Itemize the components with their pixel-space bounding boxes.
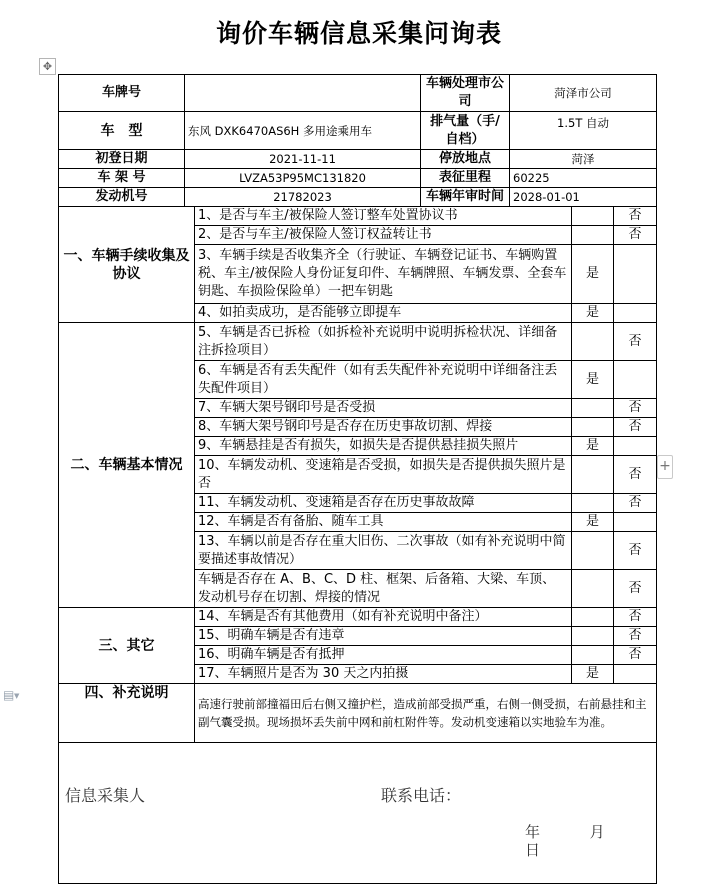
answer-yes [572, 207, 614, 226]
supplement-text: 高速行驶前部撞福田后右侧又撞护栏，造成前部受损严重，右侧一侧受损，右前悬挂和主副气囊受损。现场损坏丢失前中网和前杠附件等。发动机变速箱以实地验车为准。 [195, 684, 657, 743]
answer-no: 否 [614, 323, 657, 361]
answer-no: 否 [614, 207, 657, 226]
table-row [59, 323, 657, 361]
question-text: 2、是否与车主/被保险人签订权益转让书 [195, 226, 572, 245]
question-text: 11、车辆发动机、变速箱是否存在历史事故故障 [195, 494, 572, 513]
move-icon[interactable]: ✥ [39, 58, 56, 75]
answer-yes: 是 [572, 361, 614, 399]
answer-no: 否 [614, 646, 657, 665]
month-label: 月 [589, 823, 605, 841]
question-text: 15、明确车辆是否有违章 [195, 627, 572, 646]
answer-yes [572, 570, 614, 608]
question-text: 1、是否与车主/被保险人签订整车处置协议书 [195, 207, 572, 226]
reg-date-value: 2021-11-11 [185, 150, 421, 169]
question-text: 14、车辆是否有其他费用（如有补充说明中备注） [195, 608, 572, 627]
reg-date-label: 初登日期 [59, 150, 185, 169]
parking-value: 菏泽 [510, 150, 657, 169]
answer-yes: 是 [572, 245, 614, 304]
date-line [525, 823, 656, 859]
answer-no: 否 [614, 456, 657, 494]
question-text: 9、车辆悬挂是否有损失，如损失是否提供悬挂损失照片 [195, 437, 572, 456]
question-text: 16、明确车辆是否有抵押 [195, 646, 572, 665]
table-row [59, 608, 657, 627]
answer-no: 否 [614, 608, 657, 627]
collector-label: 信息采集人 [65, 786, 146, 805]
question-text: 8、车辆大架号钢印号是否存在历史事故切割、焊接 [195, 418, 572, 437]
answer-no [614, 513, 657, 532]
answer-yes [572, 399, 614, 418]
chevron-down-icon[interactable]: ▼ [14, 692, 20, 700]
engine-value: 21782023 [185, 188, 421, 207]
processing-label: 车辆处理市公司 [421, 75, 510, 112]
plate-value [185, 75, 421, 112]
question-text: 4、如拍卖成功，是否能够立即提车 [195, 304, 572, 323]
question-text: 3、车辆手续是否收集齐全（行驶证、车辆登记证书、车辆购置税、车主/被保险人身份证复印件、车辆牌照、车辆发票、全套车钥匙、车损险保险单）一把车钥匙 [195, 245, 572, 304]
answer-yes [572, 226, 614, 245]
answer-yes [572, 456, 614, 494]
answer-no [614, 245, 657, 304]
signature-row [59, 743, 657, 884]
inspection-value: 2028-01-01 [510, 188, 657, 207]
page-title: 询价车辆信息采集问询表 [215, 19, 502, 48]
row-reg-date [59, 150, 657, 169]
answer-no [614, 361, 657, 399]
answer-yes: 是 [572, 304, 614, 323]
day-label: 日 [525, 841, 541, 859]
row-engine [59, 188, 657, 207]
answer-no [614, 665, 657, 684]
model-value: 东风 DXK6470AS6H 多用途乘用车 [185, 112, 421, 150]
answer-no: 否 [614, 226, 657, 245]
supplement-row [59, 684, 657, 743]
section-documents: 一、车辆手续收集及协议 [59, 207, 195, 323]
answer-no: 否 [614, 627, 657, 646]
answer-no: 否 [614, 570, 657, 608]
vin-label: 车 架 号 [59, 169, 185, 188]
parking-label: 停放地点 [421, 150, 510, 169]
section-other: 三、其它 [59, 608, 195, 684]
signature-area [59, 743, 657, 884]
answer-yes [572, 646, 614, 665]
answer-yes [572, 323, 614, 361]
table-row [59, 207, 657, 226]
answer-yes: 是 [572, 437, 614, 456]
question-text: 6、车辆是否有丢失配件（如有丢失配件补充说明中详细备注丢失配件项目） [195, 361, 572, 399]
processing-value: 菏泽市公司 [510, 75, 657, 112]
year-label: 年 [525, 823, 541, 841]
section-supplement: 四、补充说明 [59, 684, 195, 743]
vin-value: LVZA53P95MC131820 [185, 169, 421, 188]
row-vin [59, 169, 657, 188]
displacement-label: 排气量（手/自档） [421, 112, 510, 150]
question-text: 7、车辆大架号钢印号是否受损 [195, 399, 572, 418]
answer-no: 否 [614, 494, 657, 513]
question-text: 13、车辆以前是否存在重大旧伤、二次事故（如有补充说明中简要描述事故情况） [195, 532, 572, 570]
section-basic-condition: 二、车辆基本情况 [59, 323, 195, 608]
question-text: 10、车辆发动机、变速箱是否受损，如损失是否提供损失照片是否 [195, 456, 572, 494]
answer-yes: 是 [572, 665, 614, 684]
displacement-value: 1.5T 自动 [510, 112, 657, 150]
answer-yes [572, 532, 614, 570]
answer-no: 否 [614, 532, 657, 570]
answer-yes: 是 [572, 513, 614, 532]
plus-icon[interactable]: + [657, 455, 673, 479]
phone-label: 联系电话： [381, 786, 462, 805]
answer-no [614, 304, 657, 323]
answer-no: 否 [614, 418, 657, 437]
answer-yes [572, 608, 614, 627]
question-text: 17、车辆照片是否为 30 天之内拍摄 [195, 665, 572, 684]
answer-no: 否 [614, 399, 657, 418]
answer-yes [572, 494, 614, 513]
inspection-label: 车辆年审时间 [421, 188, 510, 207]
answer-no [614, 437, 657, 456]
row-plate [59, 75, 657, 112]
question-text: 5、车辆是否已拆检（如拆检补充说明中说明拆检状况、详细备注拆捡项目） [195, 323, 572, 361]
engine-label: 发动机号 [59, 188, 185, 207]
mileage-label: 表征里程 [421, 169, 510, 188]
plate-label: 车牌号 [59, 75, 185, 112]
mileage-value: 60225 [510, 169, 657, 188]
document-icon[interactable]: ▤ [3, 688, 15, 702]
row-model [59, 112, 657, 150]
inquiry-table [58, 74, 657, 884]
answer-yes [572, 418, 614, 437]
answer-yes [572, 627, 614, 646]
question-text: 12、车辆是否有备胎、随车工具 [195, 513, 572, 532]
model-label: 车 型 [59, 112, 185, 150]
question-text: 车辆是否存在 A、B、C、D 柱、框架、后备箱、大梁、车顶、发动机号存在切割、焊接的情况 [195, 570, 572, 608]
